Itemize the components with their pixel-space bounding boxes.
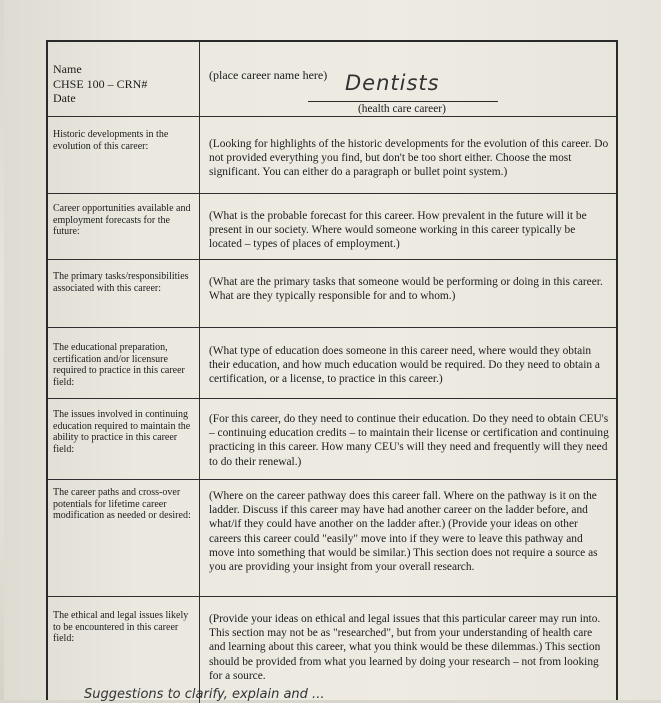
row-prompt: (What are the primary tasks that someone would be performing or doing in this career. What are they typically responsible for and to whom.) (209, 276, 603, 303)
header-row (48, 42, 616, 116)
row-continuing-education (48, 398, 616, 480)
row-label: Career opportunities available and employment forecasts for the future: (48, 194, 200, 260)
row-label: The educational preparation, certification and/or licensure required to practice in this career field: (48, 328, 200, 399)
course-label: CHSE 100 – CRN# (53, 76, 148, 91)
date-label: Date (53, 91, 76, 105)
worksheet-page (4, 0, 661, 700)
row-career-paths (48, 479, 616, 597)
name-label: Name (53, 62, 82, 76)
row-label: The primary tasks/responsibilities associated with this career: (48, 260, 200, 328)
career-sublabel: (health care career) (358, 103, 446, 115)
row-label: The career paths and cross-over potentials for lifetime career modification as needed or desired: (48, 480, 200, 597)
row-label: The issues involved in continuing education required to maintain the ability to practice in this career field: (48, 399, 200, 480)
career-name-cell (200, 42, 616, 116)
row-prompt: (What is the probable forecast for this career. How prevalent in the future will it be present in our society. Where would someone working in this career typically be located – types of places of employment.) (209, 210, 587, 251)
row-primary-tasks (48, 259, 616, 328)
row-prompt: (What type of education does someone in this career need, where would they obtain their education, and how much education would be required. Do they need to obtain a certification, or a license, to practice in this career.) (209, 345, 600, 386)
row-historic (48, 116, 616, 194)
row-education (48, 327, 616, 399)
row-prompt: (Looking for highlights of the historic developments for the evolution of this career. Do not provided everything you find, but don't be too short either. Choose the most significant. You can either do a paragraph or bullet point system.) (209, 138, 609, 179)
row-prompt: (For this career, do they need to continue their education. Do they need to obtain CEU's – continuing education credits – to maintain their license or certification and continuing practicing in this career. How many CEU's will they need and frequently will they need to do their renewal.) (209, 413, 609, 468)
career-label: (place career name here) (209, 68, 328, 82)
row-label: Historic developments in the evolution of this career: (48, 117, 200, 194)
career-worksheet-table (46, 40, 618, 700)
footer-handwriting: Suggestions to clarify, explain and ... (84, 687, 325, 702)
career-name-handwritten[interactable]: Dentists (345, 71, 440, 95)
student-info-cell (48, 42, 200, 116)
row-opportunities (48, 193, 616, 260)
row-prompt: (Provide your ideas on ethical and legal issues that this particular career may run into. This section may not be as "researched", but from your understanding of health care and learning about this career, what you think would be these dilemmas.) This section should be provided from what you learned by doing your research – not from looking for a source. (209, 613, 601, 682)
row-label: The ethical and legal issues likely to be encountered in this career field: (48, 597, 200, 703)
row-prompt: (Where on the career pathway does this career fall. Where on the pathway is it on the ladder. Discuss if this career may have had another career on the ladder before, and what/if they could have another on the ladder after.) (Provide your ideas on other careers this career could "easily" move into if they were to leave this pathway and move into something that would be similar.) This section does not require a source as you are providing your insight from your overall research. (209, 490, 598, 574)
